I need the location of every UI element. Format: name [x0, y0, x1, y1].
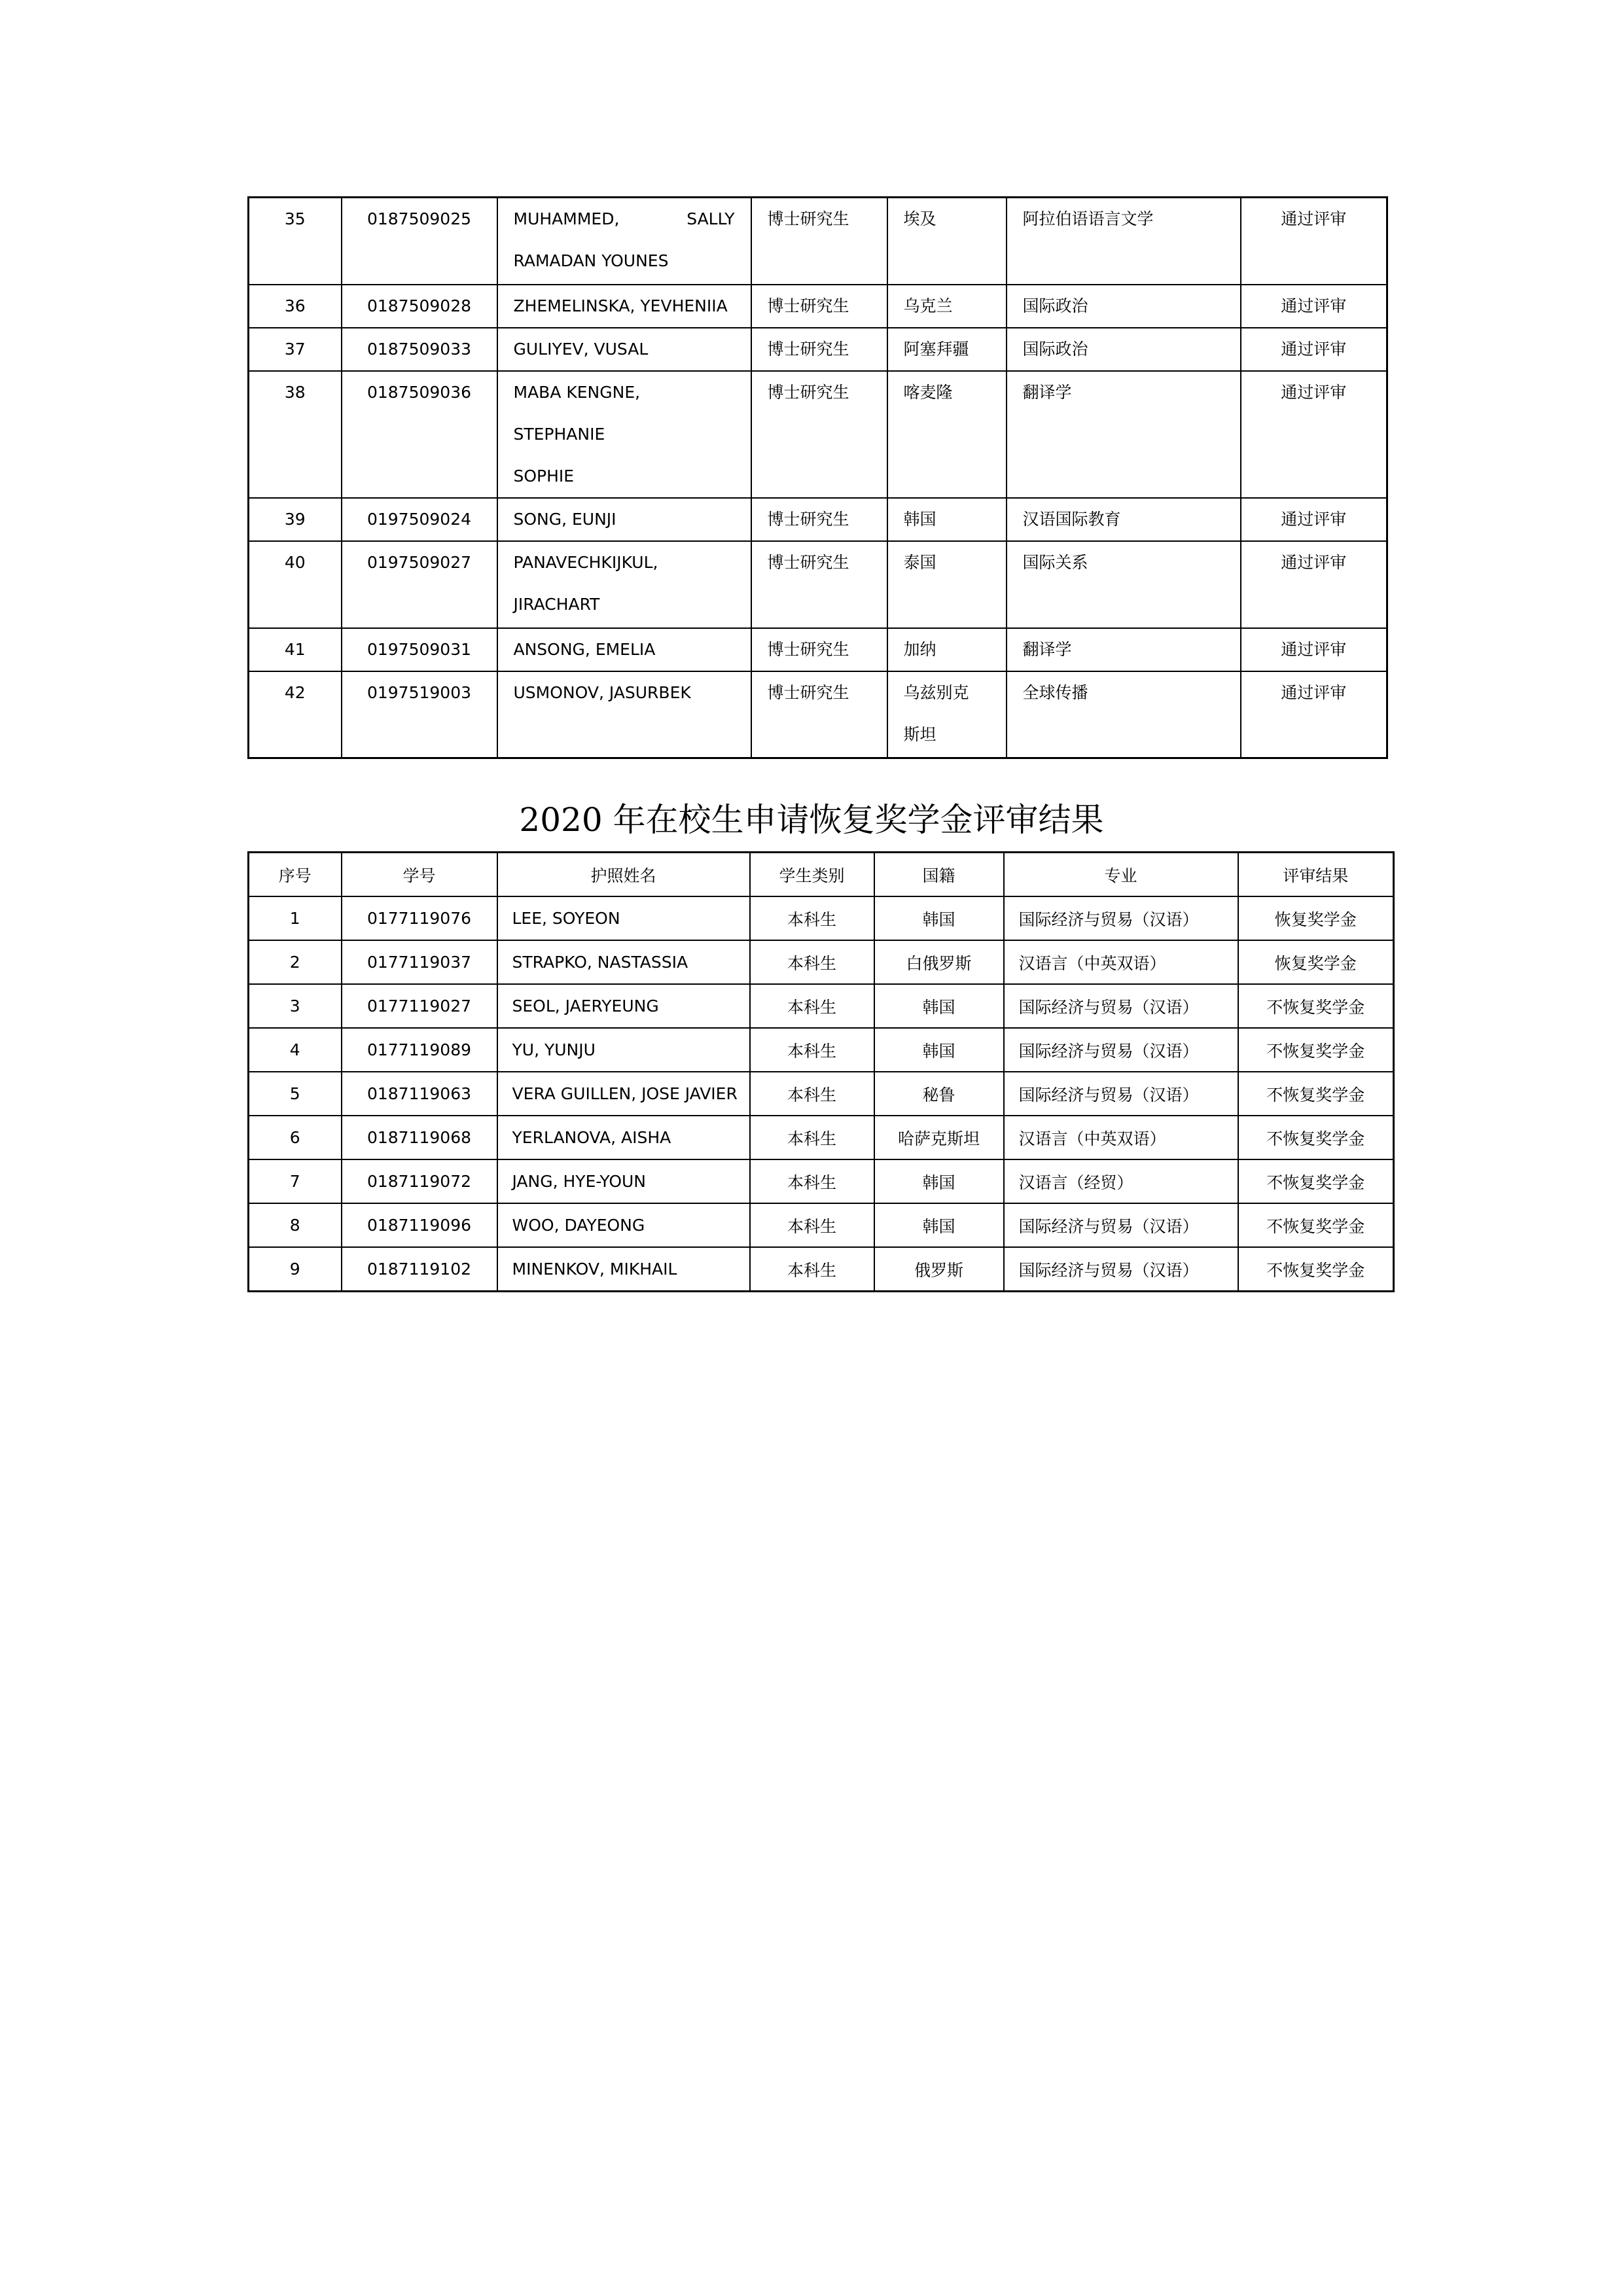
student-id-cell: 0187119096 — [342, 1203, 497, 1247]
student-id-cell: 0187119068 — [342, 1116, 497, 1159]
name-line: JIRACHART — [513, 594, 600, 614]
row-index-cell: 37 — [249, 328, 342, 371]
table-row — [249, 371, 1387, 498]
row-index-cell: 9 — [249, 1247, 342, 1292]
nationality-line: 阿塞拜疆 — [903, 339, 969, 359]
passport-name-cell — [497, 671, 751, 758]
major-cell: 国际经济与贸易（汉语） — [1004, 1247, 1238, 1292]
row-index-cell: 35 — [249, 198, 342, 285]
nationality-line: 韩国 — [903, 509, 936, 529]
result-cell: 通过评审 — [1241, 498, 1387, 541]
major-cell: 国际关系 — [1007, 541, 1241, 628]
table-row — [249, 1203, 1394, 1247]
nationality-cell — [887, 285, 1007, 328]
major-cell: 全球传播 — [1007, 671, 1241, 758]
table-row — [249, 1159, 1394, 1203]
nationality-cell: 白俄罗斯 — [874, 940, 1004, 984]
table-row — [249, 1072, 1394, 1116]
nationality-line: 斯坦 — [903, 724, 936, 744]
row-index-cell: 8 — [249, 1203, 342, 1247]
student-id-cell: 0177119037 — [342, 940, 497, 984]
row-index-cell: 38 — [249, 371, 342, 498]
student-type-cell: 博士研究生 — [751, 198, 887, 285]
student-id-cell: 0177119027 — [342, 984, 497, 1028]
major-cell: 国际政治 — [1007, 285, 1241, 328]
name-line: RAMADAN YOUNES — [513, 251, 669, 270]
nationality-cell: 韩国 — [874, 1203, 1004, 1247]
result-cell: 不恢复奖学金 — [1238, 984, 1394, 1028]
passport-name-cell — [497, 541, 751, 628]
name-line — [514, 198, 735, 240]
nationality-cell — [887, 328, 1007, 371]
row-index-cell: 1 — [249, 896, 342, 940]
table-row — [249, 628, 1387, 671]
result-cell: 通过评审 — [1241, 628, 1387, 671]
student-type-cell: 博士研究生 — [751, 498, 887, 541]
header-passport-name: 护照姓名 — [497, 853, 750, 897]
row-index-cell: 36 — [249, 285, 342, 328]
passport-name-cell: JANG, HYE-YOUN — [497, 1159, 750, 1203]
row-index-cell: 40 — [249, 541, 342, 628]
row-index-cell: 3 — [249, 984, 342, 1028]
table-header-row — [249, 853, 1394, 897]
nationality-cell: 韩国 — [874, 896, 1004, 940]
nationality-line: 加纳 — [903, 639, 936, 659]
result-cell: 通过评审 — [1241, 541, 1387, 628]
row-index-cell: 42 — [249, 671, 342, 758]
row-index-cell: 4 — [249, 1028, 342, 1072]
student-type-cell: 博士研究生 — [751, 671, 887, 758]
nationality-cell: 韩国 — [874, 1159, 1004, 1203]
table-row — [249, 285, 1387, 328]
passport-name-cell — [497, 628, 751, 671]
passport-name-cell — [497, 198, 751, 285]
table-row — [249, 1028, 1394, 1072]
name-line: ZHEMELINSKA, YEVHENIIA — [513, 296, 728, 315]
nationality-cell: 韩国 — [874, 984, 1004, 1028]
student-type-cell: 本科生 — [750, 940, 874, 984]
student-type-cell: 博士研究生 — [751, 371, 887, 498]
student-type-cell: 本科生 — [750, 1247, 874, 1292]
scholarship-restore-table — [247, 851, 1395, 1292]
name-line: USMONOV, JASURBEK — [513, 682, 691, 702]
major-cell: 阿拉伯语语言文学 — [1007, 198, 1241, 285]
passport-name-cell: YERLANOVA, AISHA — [497, 1116, 750, 1159]
name-part: MUHAMMED, — [513, 209, 620, 228]
passport-name-cell: WOO, DAYEONG — [497, 1203, 750, 1247]
result-cell: 恢复奖学金 — [1238, 940, 1394, 984]
passport-name-cell: SEOL, JAERYEUNG — [497, 984, 750, 1028]
table-row — [249, 498, 1387, 541]
row-index-cell: 41 — [249, 628, 342, 671]
major-cell: 翻译学 — [1007, 371, 1241, 498]
passport-name-cell: STRAPKO, NASTASSIA — [497, 940, 750, 984]
student-id-cell: 0187509028 — [342, 285, 497, 328]
student-type-cell: 博士研究生 — [751, 628, 887, 671]
passport-name-cell: YU, YUNJU — [497, 1028, 750, 1072]
nationality-cell: 韩国 — [874, 1028, 1004, 1072]
student-type-cell: 本科生 — [750, 1028, 874, 1072]
student-id-cell: 0187509036 — [342, 371, 497, 498]
row-index-cell: 7 — [249, 1159, 342, 1203]
major-cell: 国际经济与贸易（汉语） — [1004, 1072, 1238, 1116]
phd-review-table — [247, 196, 1388, 759]
student-id-cell: 0187119072 — [342, 1159, 497, 1203]
passport-name-cell: MINENKOV, MIKHAIL — [497, 1247, 750, 1292]
nationality-cell: 俄罗斯 — [874, 1247, 1004, 1292]
name-part: SALLY — [687, 209, 735, 228]
major-cell: 翻译学 — [1007, 628, 1241, 671]
result-cell: 不恢复奖学金 — [1238, 1116, 1394, 1159]
page-title: 2020 年在校生申请恢复奖学金评审结果 — [519, 801, 1104, 839]
student-type-cell: 本科生 — [750, 1159, 874, 1203]
student-id-cell: 0197509031 — [342, 628, 497, 671]
table-row — [249, 896, 1394, 940]
header-index: 序号 — [249, 853, 342, 897]
name-line: GULIYEV, VUSAL — [513, 339, 649, 359]
header-nationality: 国籍 — [874, 853, 1004, 897]
table-row — [249, 198, 1387, 285]
nationality-line: 泰国 — [903, 552, 936, 572]
nationality-cell: 秘鲁 — [874, 1072, 1004, 1116]
passport-name-cell — [497, 498, 751, 541]
major-cell: 国际政治 — [1007, 328, 1241, 371]
header-student-id: 学号 — [342, 853, 497, 897]
student-id-cell: 0187509025 — [342, 198, 497, 285]
nationality-cell — [887, 541, 1007, 628]
student-id-cell: 0187509033 — [342, 328, 497, 371]
student-id-cell: 0197509024 — [342, 498, 497, 541]
major-cell: 国际经济与贸易（汉语） — [1004, 1203, 1238, 1247]
student-type-cell: 博士研究生 — [751, 285, 887, 328]
student-id-cell: 0197519003 — [342, 671, 497, 758]
result-cell: 通过评审 — [1241, 198, 1387, 285]
table-row — [249, 541, 1387, 628]
name-line: MABA KENGNE, STEPHANIE — [513, 382, 641, 444]
passport-name-cell — [497, 328, 751, 371]
major-cell: 汉语言（经贸） — [1004, 1159, 1238, 1203]
result-cell: 恢复奖学金 — [1238, 896, 1394, 940]
passport-name-cell — [497, 285, 751, 328]
result-cell: 通过评审 — [1241, 671, 1387, 758]
table-row — [249, 328, 1387, 371]
major-cell: 汉语言（中英双语） — [1004, 1116, 1238, 1159]
result-cell: 通过评审 — [1241, 328, 1387, 371]
row-index-cell: 5 — [249, 1072, 342, 1116]
student-type-cell: 本科生 — [750, 1203, 874, 1247]
student-type-cell: 博士研究生 — [751, 328, 887, 371]
student-id-cell: 0197509027 — [342, 541, 497, 628]
student-type-cell: 本科生 — [750, 896, 874, 940]
nationality-cell — [887, 671, 1007, 758]
table-row — [249, 940, 1394, 984]
table-row — [249, 984, 1394, 1028]
student-id-cell: 0187119102 — [342, 1247, 497, 1292]
name-line: ANSONG, EMELIA — [513, 639, 656, 659]
table-row — [249, 1116, 1394, 1159]
header-student-type: 学生类别 — [750, 853, 874, 897]
table-row — [249, 1247, 1394, 1292]
student-id-cell: 0177119076 — [342, 896, 497, 940]
row-index-cell: 39 — [249, 498, 342, 541]
result-cell: 不恢复奖学金 — [1238, 1159, 1394, 1203]
student-id-cell: 0187119063 — [342, 1072, 497, 1116]
major-cell: 汉语国际教育 — [1007, 498, 1241, 541]
result-cell: 不恢复奖学金 — [1238, 1203, 1394, 1247]
nationality-cell — [887, 198, 1007, 285]
nationality-line: 喀麦隆 — [903, 382, 953, 402]
row-index-cell: 2 — [249, 940, 342, 984]
result-cell: 通过评审 — [1241, 285, 1387, 328]
nationality-cell: 哈萨克斯坦 — [874, 1116, 1004, 1159]
passport-name-cell: LEE, SOYEON — [497, 896, 750, 940]
nationality-line: 埃及 — [903, 209, 936, 228]
header-major: 专业 — [1004, 853, 1238, 897]
student-type-cell: 本科生 — [750, 984, 874, 1028]
name-line: SONG, EUNJI — [513, 509, 616, 529]
student-type-cell: 博士研究生 — [751, 541, 887, 628]
student-type-cell: 本科生 — [750, 1116, 874, 1159]
major-cell: 国际经济与贸易（汉语） — [1004, 1028, 1238, 1072]
major-cell: 国际经济与贸易（汉语） — [1004, 896, 1238, 940]
passport-name-cell — [497, 371, 751, 498]
nationality-cell — [887, 371, 1007, 498]
nationality-cell — [887, 628, 1007, 671]
name-line: SOPHIE — [513, 466, 575, 486]
major-cell: 国际经济与贸易（汉语） — [1004, 984, 1238, 1028]
nationality-line: 乌克兰 — [903, 296, 953, 315]
name-line: PANAVECHKIJKUL, — [513, 552, 658, 572]
table-row — [249, 671, 1387, 758]
student-type-cell: 本科生 — [750, 1072, 874, 1116]
nationality-line: 乌兹别克 — [903, 682, 969, 702]
passport-name-cell: VERA GUILLEN, JOSE JAVIER — [497, 1072, 750, 1116]
row-index-cell: 6 — [249, 1116, 342, 1159]
major-cell: 汉语言（中英双语） — [1004, 940, 1238, 984]
nationality-cell — [887, 498, 1007, 541]
result-cell: 不恢复奖学金 — [1238, 1247, 1394, 1292]
result-cell: 不恢复奖学金 — [1238, 1072, 1394, 1116]
header-result: 评审结果 — [1238, 853, 1394, 897]
result-cell: 不恢复奖学金 — [1238, 1028, 1394, 1072]
result-cell: 通过评审 — [1241, 371, 1387, 498]
student-id-cell: 0177119089 — [342, 1028, 497, 1072]
